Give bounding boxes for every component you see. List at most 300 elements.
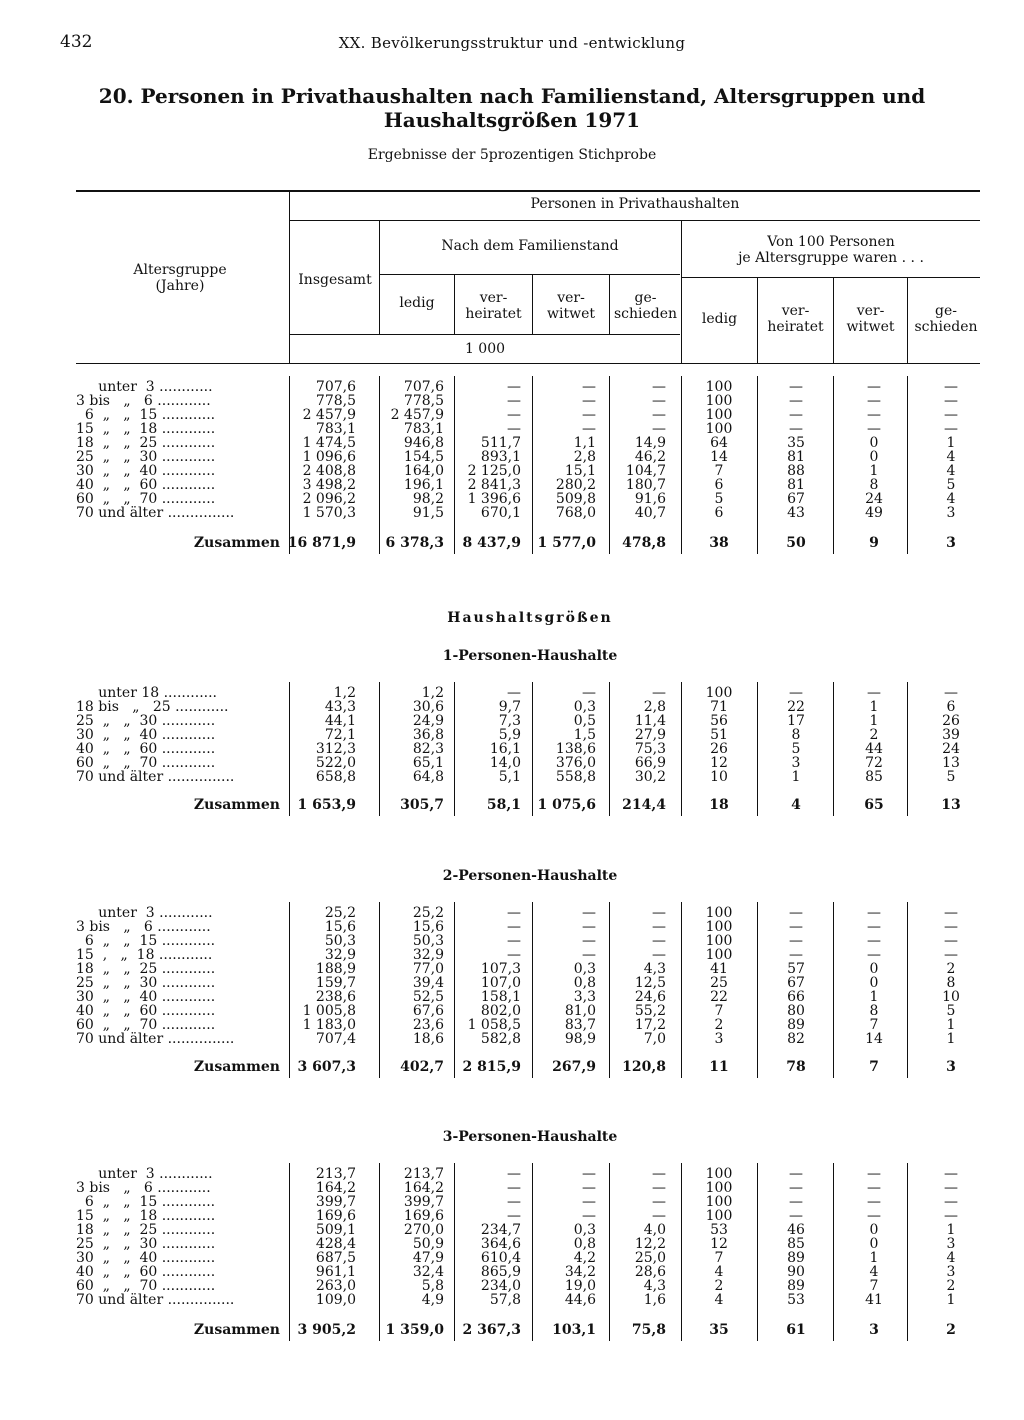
table-cell: 6: [714, 505, 724, 521]
table-cell: —: [944, 421, 958, 437]
total-cell: 58,1: [486, 797, 521, 813]
table-cell: —: [944, 1194, 958, 1210]
table-cell: 3: [946, 505, 956, 521]
table-cell: 12: [710, 755, 728, 771]
table-cell: 100: [705, 421, 733, 437]
header-ledig-pct: ledig: [701, 311, 738, 327]
table-cell: 1: [869, 463, 879, 479]
table-cell: 0: [869, 961, 879, 977]
table-cell: 83,7: [564, 1017, 596, 1033]
table-cell: —: [867, 919, 881, 935]
header-rule-unit: [290, 334, 680, 335]
table-cell: 10: [710, 769, 728, 785]
row-label: 30 „ „ 40 ............: [76, 989, 216, 1005]
table-cell: 34,2: [564, 1264, 596, 1280]
table-cell: 67: [787, 975, 805, 991]
table-cell: —: [652, 1180, 666, 1196]
table-cell: 5: [714, 491, 724, 507]
row-label: 40 „ „ 60 ............: [76, 1264, 216, 1280]
table-cell: 7: [869, 1278, 879, 1294]
table-cell: 17: [787, 713, 805, 729]
header-verheiratet-pct-l1: ver-: [781, 303, 810, 319]
row-label: 25 „ „ 30 ............: [76, 713, 216, 729]
table-cell: 2 125,0: [467, 463, 521, 479]
table-cell: 41: [710, 961, 728, 977]
total-cell: 11: [709, 1059, 729, 1075]
table-cell: 100: [705, 905, 733, 921]
table-cell: 85: [865, 769, 883, 785]
table-cell: 26: [942, 713, 960, 729]
table-cell: 2 096,2: [302, 491, 356, 507]
group-heading-haushaltsgroessen: Haushaltsgrößen: [447, 610, 613, 626]
table-cell: 783,1: [315, 421, 356, 437]
table-cell: 238,6: [315, 989, 356, 1005]
table-cell: 24: [942, 741, 960, 757]
header-geschieden-pct: [908, 303, 984, 335]
total-cell: 38: [709, 535, 729, 551]
table-cell: —: [582, 947, 596, 963]
table-cell: 0,3: [573, 1222, 596, 1238]
column-rule: [907, 902, 908, 1078]
table-cell: —: [582, 421, 596, 437]
table-cell: 51: [710, 727, 728, 743]
table-cell: —: [507, 933, 521, 949]
table-cell: 66: [787, 989, 805, 1005]
table-cell: 7: [714, 1250, 724, 1266]
table-cell: 100: [705, 933, 733, 949]
row-label: 6 „ „ 15 ............: [76, 407, 216, 423]
table-cell: —: [652, 919, 666, 935]
table-cell: 100: [705, 1166, 733, 1182]
table-cell: 399,7: [403, 1194, 444, 1210]
row-label: 30 „ „ 40 ............: [76, 727, 216, 743]
table-cell: —: [652, 379, 666, 395]
table-cell: 670,1: [480, 505, 521, 521]
table-cell: 81,0: [564, 1003, 596, 1019]
table-cell: —: [582, 407, 596, 423]
table-cell: 41: [865, 1292, 883, 1308]
table-cell: —: [507, 1194, 521, 1210]
table-cell: 107,3: [480, 961, 521, 977]
table-cell: —: [789, 1166, 803, 1182]
total-cell: 267,9: [552, 1059, 596, 1075]
table-cell: 32,4: [412, 1264, 444, 1280]
total-row-label: Zusammen: [193, 1322, 280, 1338]
total-cell: 9: [869, 535, 879, 551]
table-cell: 2,8: [573, 449, 596, 465]
table-cell: 364,6: [480, 1236, 521, 1252]
table-cell: 3 498,2: [302, 477, 356, 493]
header-familienstand: Nach dem Familienstand: [441, 238, 619, 254]
table-cell: 0: [869, 1236, 879, 1252]
table-cell: 707,4: [315, 1031, 356, 1047]
table-cell: 2: [869, 727, 879, 743]
table-cell: 5,9: [498, 727, 521, 743]
column-rule: [757, 1163, 758, 1341]
header-rule-von100: [682, 277, 980, 278]
table-cell: 159,7: [315, 975, 356, 991]
table-cell: 399,7: [315, 1194, 356, 1210]
column-rule: [833, 682, 834, 816]
table-cell: —: [789, 1180, 803, 1196]
column-rule: [757, 902, 758, 1078]
table-cell: 32,9: [412, 947, 444, 963]
table-cell: —: [507, 421, 521, 437]
table-cell: 280,2: [555, 477, 596, 493]
table-cell: 1: [946, 1017, 956, 1033]
table-cell: —: [867, 421, 881, 437]
table-cell: —: [789, 1208, 803, 1224]
table-cell: 81: [787, 477, 805, 493]
table-cell: 234,7: [480, 1222, 521, 1238]
total-cell: 4: [791, 797, 801, 813]
row-label: 70 und älter ...............: [76, 769, 235, 785]
header-rule-familienstand: [380, 274, 680, 275]
total-cell: 78: [786, 1059, 806, 1075]
table-cell: 36,8: [412, 727, 444, 743]
table-cell: 658,8: [315, 769, 356, 785]
table-cell: —: [789, 947, 803, 963]
table-cell: 188,9: [315, 961, 356, 977]
table-cell: —: [789, 933, 803, 949]
total-cell: 1 577,0: [537, 535, 596, 551]
table-cell: 27,9: [634, 727, 666, 743]
table-cell: 1: [946, 435, 956, 451]
table-cell: 4,2: [573, 1250, 596, 1266]
header-geschieden-abs-l2: schieden: [613, 306, 678, 322]
row-label: 60 „ „ 70 ............: [76, 755, 216, 771]
header-rule-personen: [290, 220, 980, 221]
table-cell: 2 841,3: [467, 477, 521, 493]
table-cell: 100: [705, 947, 733, 963]
table-cell: 7: [714, 463, 724, 479]
total-row-label: Zusammen: [193, 535, 280, 551]
row-label: unter 18 ............: [76, 685, 218, 701]
table-cell: 1: [946, 1031, 956, 1047]
table-cell: —: [944, 947, 958, 963]
table-cell: 80: [787, 1003, 805, 1019]
table-cell: 707,6: [403, 379, 444, 395]
table-cell: 3: [714, 1031, 724, 1047]
table-cell: 12,2: [634, 1236, 666, 1252]
table-cell: —: [944, 1166, 958, 1182]
table-cell: 8: [869, 477, 879, 493]
row-label: 40 „ „ 60 ............: [76, 477, 216, 493]
table-cell: —: [789, 919, 803, 935]
table-cell: 67: [787, 491, 805, 507]
table-cell: 90: [787, 1264, 805, 1280]
total-cell: 103,1: [552, 1322, 596, 1338]
table-cell: 0,8: [573, 1236, 596, 1252]
table-cell: 13: [942, 755, 960, 771]
column-rule: [681, 1163, 682, 1341]
total-cell: 8 437,9: [462, 535, 521, 551]
total-cell: 402,7: [400, 1059, 444, 1075]
table-cell: 52,5: [412, 989, 444, 1005]
table-cell: —: [944, 685, 958, 701]
table-cell: 169,6: [403, 1208, 444, 1224]
table-cell: 5,8: [421, 1278, 444, 1294]
table-cell: 164,0: [403, 463, 444, 479]
table-cell: —: [652, 407, 666, 423]
table-cell: 2: [714, 1278, 724, 1294]
table-cell: 4: [946, 449, 956, 465]
table-cell: —: [789, 407, 803, 423]
table-cell: 1: [869, 989, 879, 1005]
table-cell: —: [789, 905, 803, 921]
total-cell: 1 075,6: [537, 797, 596, 813]
table-cell: 1 096,6: [302, 449, 356, 465]
table-cell: 8: [869, 1003, 879, 1019]
table-cell: 4,9: [421, 1292, 444, 1308]
row-label: 70 und älter ...............: [76, 505, 235, 521]
table-cell: —: [582, 1194, 596, 1210]
table-cell: 802,0: [480, 1003, 521, 1019]
table-cell: 7: [869, 1017, 879, 1033]
header-verwitwet-abs-l1: ver-: [557, 290, 585, 306]
header-insgesamt: Insgesamt: [298, 272, 372, 288]
table-cell: —: [652, 947, 666, 963]
header-verheiratet-pct-l2: heiratet: [767, 319, 824, 335]
table-cell: 100: [705, 1208, 733, 1224]
table-cell: —: [507, 1208, 521, 1224]
table-cell: 25,2: [412, 905, 444, 921]
table-cell: 5,1: [498, 769, 521, 785]
table-cell: —: [582, 1166, 596, 1182]
table-cell: 0,8: [573, 975, 596, 991]
table-cell: 89: [787, 1017, 805, 1033]
table-cell: 0: [869, 435, 879, 451]
total-cell: 75,8: [631, 1322, 666, 1338]
table-cell: —: [652, 685, 666, 701]
row-label: 18 „ „ 25 ............: [76, 961, 216, 977]
header-geschieden-pct-l1: ge-: [935, 303, 957, 319]
table-cell: —: [867, 1194, 881, 1210]
table-cell: 100: [705, 1180, 733, 1196]
header-verwitwet-abs: [533, 290, 609, 322]
table-cell: 98,2: [412, 491, 444, 507]
table-cell: —: [944, 407, 958, 423]
table-cell: 50,9: [412, 1236, 444, 1252]
table-cell: 4: [714, 1264, 724, 1280]
total-cell: 65: [864, 797, 884, 813]
table-cell: 44: [865, 741, 883, 757]
header-verheiratet-abs-l1: ver-: [479, 290, 508, 306]
table-cell: 53: [787, 1292, 805, 1308]
row-label: 40 „ „ 60 ............: [76, 741, 216, 757]
table-cell: 7,3: [498, 713, 521, 729]
row-label: 25 „ „ 30 ............: [76, 975, 216, 991]
table-cell: 1,1: [573, 435, 596, 451]
table-cell: 26: [710, 741, 728, 757]
table-title: 20. Personen in Privathaushalten nach Familienstand, Altersgruppen und Haushaltsgrößen 1971: [98, 84, 926, 132]
row-label: 60 „ „ 70 ............: [76, 1278, 216, 1294]
table-cell: 2 457,9: [390, 407, 444, 423]
table-cell: 1 474,5: [302, 435, 356, 451]
row-label: 3 bis „ 6 ............: [76, 919, 211, 935]
table-cell: 169,6: [315, 1208, 356, 1224]
column-rule: [833, 1163, 834, 1341]
table-cell: —: [867, 685, 881, 701]
total-cell: 3 905,2: [297, 1322, 356, 1338]
table-cell: 64,8: [412, 769, 444, 785]
total-cell: 305,7: [400, 797, 444, 813]
table-cell: 55,2: [634, 1003, 666, 1019]
row-label: 15 , „ 18 ............: [76, 947, 213, 963]
table-cell: 46,2: [634, 449, 666, 465]
table-cell: 98,9: [564, 1031, 596, 1047]
table-cell: 7,0: [643, 1031, 666, 1047]
table-cell: 4,3: [643, 961, 666, 977]
column-rule: [757, 376, 758, 554]
table-cell: —: [867, 1180, 881, 1196]
table-cell: 154,5: [403, 449, 444, 465]
column-rule: [833, 376, 834, 554]
column-rule: [681, 682, 682, 816]
table-cell: 14,0: [489, 755, 521, 771]
table-cell: 270,0: [403, 1222, 444, 1238]
row-label: 40 „ „ 60 ............: [76, 1003, 216, 1019]
table-cell: —: [507, 1166, 521, 1182]
header-age-group-line1: Altersgruppe: [133, 262, 227, 278]
table-cell: 6: [946, 699, 956, 715]
table-cell: 1: [946, 1222, 956, 1238]
table-cell: —: [507, 685, 521, 701]
table-cell: —: [582, 919, 596, 935]
column-rule: [907, 682, 908, 816]
table-cell: 104,7: [625, 463, 666, 479]
table-cell: 3: [791, 755, 801, 771]
header-unit: 1 000: [464, 341, 506, 357]
table-cell: 2: [946, 1278, 956, 1294]
row-label: 15 „ „ 18 ............: [76, 421, 216, 437]
header-verwitwet-pct: [834, 303, 907, 335]
total-cell: 50: [786, 535, 806, 551]
table-cell: 100: [705, 685, 733, 701]
table-cell: 100: [705, 393, 733, 409]
table-cell: —: [582, 685, 596, 701]
header-verwitwet-abs-l2: witwet: [547, 306, 595, 322]
table-cell: —: [789, 685, 803, 701]
table-cell: 610,4: [480, 1250, 521, 1266]
row-label: 18 „ „ 25 ............: [76, 1222, 216, 1238]
row-label: 60 „ „ 70 ............: [76, 1017, 216, 1033]
table-cell: —: [652, 1166, 666, 1182]
table-cell: 28,6: [634, 1264, 666, 1280]
table-cell: —: [944, 1208, 958, 1224]
row-label: 30 „ „ 40 ............: [76, 1250, 216, 1266]
table-cell: 30,6: [412, 699, 444, 715]
table-cell: 196,1: [403, 477, 444, 493]
table-cell: 43: [787, 505, 805, 521]
table-cell: 582,8: [480, 1031, 521, 1047]
table-cell: —: [944, 905, 958, 921]
table-cell: 25: [710, 975, 728, 991]
table-cell: 4: [714, 1292, 724, 1308]
table-cell: 5: [946, 477, 956, 493]
table-cell: 15,6: [324, 919, 356, 935]
table-cell: 0: [869, 449, 879, 465]
header-age-group-line2: (Jahre): [155, 278, 205, 294]
table-cell: —: [507, 379, 521, 395]
table-cell: 40,7: [634, 505, 666, 521]
table-cell: 2: [946, 961, 956, 977]
table-cell: —: [582, 933, 596, 949]
table-cell: 509,1: [315, 1222, 356, 1238]
header-verwitwet-pct-l2: witwet: [846, 319, 895, 335]
header-ledig-abs: ledig: [399, 295, 435, 311]
table-cell: —: [944, 393, 958, 409]
table-cell: 56: [710, 713, 728, 729]
header-verheiratet-abs: [455, 290, 532, 322]
table-cell: 1,5: [573, 727, 596, 743]
table-cell: 0,5: [573, 713, 596, 729]
table-cell: 14: [865, 1031, 883, 1047]
table-cell: 1: [869, 1250, 879, 1266]
table-cell: 4: [869, 1264, 879, 1280]
table-cell: 1 005,8: [302, 1003, 356, 1019]
table-cell: 72,1: [324, 727, 356, 743]
table-cell: —: [652, 421, 666, 437]
table-cell: —: [652, 1194, 666, 1210]
table-cell: —: [867, 379, 881, 395]
table-cell: 312,3: [315, 741, 356, 757]
table-cell: 1,2: [333, 685, 356, 701]
table-cell: 1: [946, 1292, 956, 1308]
row-label: 60 „ „ 70 ............: [76, 491, 216, 507]
table-cell: 946,8: [403, 435, 444, 451]
table-cell: 522,0: [315, 755, 356, 771]
table-cell: —: [789, 1194, 803, 1210]
table-cell: 12,5: [634, 975, 666, 991]
table-cell: —: [867, 905, 881, 921]
table-cell: 46: [787, 1222, 805, 1238]
table-cell: 65,1: [412, 755, 444, 771]
table-subtitle: Ergebnisse der 5prozentigen Stichprobe: [367, 147, 657, 163]
table-cell: 24,6: [634, 989, 666, 1005]
table-cell: 1 183,0: [302, 1017, 356, 1033]
table-cell: —: [867, 1166, 881, 1182]
table-cell: 778,5: [403, 393, 444, 409]
header-von100-line1: Von 100 Personen: [767, 234, 895, 250]
total-cell: 18: [709, 797, 729, 813]
table-cell: 25,2: [324, 905, 356, 921]
header-age-group: [80, 262, 280, 294]
table-cell: —: [867, 407, 881, 423]
table-cell: 2 457,9: [302, 407, 356, 423]
table-cell: 164,2: [403, 1180, 444, 1196]
row-label: 25 „ „ 30 ............: [76, 1236, 216, 1252]
table-cell: —: [507, 1180, 521, 1196]
table-cell: 15,1: [564, 463, 596, 479]
table-cell: —: [652, 933, 666, 949]
table-cell: 50,3: [412, 933, 444, 949]
table-cell: 4,3: [643, 1278, 666, 1294]
table-cell: 0: [869, 975, 879, 991]
table-cell: 10: [942, 989, 960, 1005]
table-cell: 72: [865, 755, 883, 771]
table-cell: 75,3: [634, 741, 666, 757]
table-cell: 15,6: [412, 919, 444, 935]
table-cell: 180,7: [625, 477, 666, 493]
table-cell: 5: [791, 741, 801, 757]
row-label: 70 und älter ...............: [76, 1292, 235, 1308]
table-cell: 77,0: [412, 961, 444, 977]
table-cell: 2: [714, 1017, 724, 1033]
table-cell: 4: [946, 1250, 956, 1266]
column-rule: [757, 682, 758, 816]
table-cell: —: [867, 1208, 881, 1224]
